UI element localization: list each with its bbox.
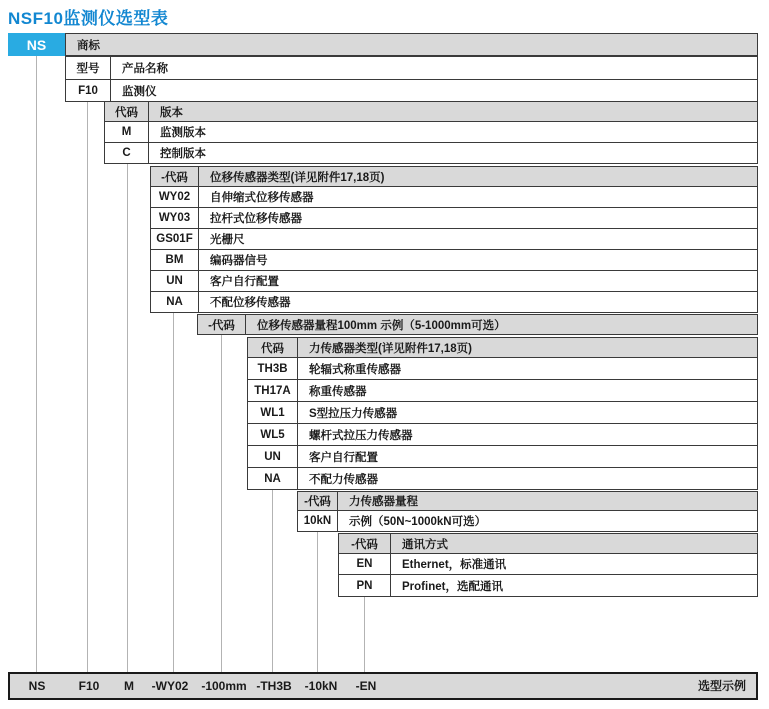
code-cell: EN <box>339 554 391 574</box>
table-row <box>248 467 757 489</box>
desc-cell: 产品名称 <box>111 57 757 79</box>
desc-cell: 不配位移传感器 <box>199 292 757 312</box>
example-code: -TH3B <box>256 679 292 693</box>
desc-cell: 客户自行配置 <box>298 446 757 467</box>
example-code: -10kN <box>304 679 338 693</box>
connector-line <box>272 488 273 672</box>
table-row <box>298 510 757 531</box>
table-header-row <box>298 492 757 510</box>
desc-cell: 称重传感器 <box>298 380 757 401</box>
example-code: F10 <box>78 679 100 693</box>
code-cell: PN <box>339 575 391 596</box>
desc-cell: 力传感器量程 <box>338 492 757 510</box>
code-cell: -代码 <box>198 315 246 334</box>
desc-cell: 位移传感器类型(详见附件17,18页) <box>199 167 757 186</box>
section-force-sensor-type <box>247 337 758 490</box>
code-cell: UN <box>151 271 199 291</box>
desc-cell: 通讯方式 <box>391 534 757 553</box>
desc-cell: 位移传感器量程100mm 示例（5-1000mm可选） <box>246 315 757 334</box>
section-communication <box>338 533 758 597</box>
table-row <box>248 401 757 423</box>
desc-cell: 拉杆式位移传感器 <box>199 208 757 228</box>
table-row <box>66 79 757 101</box>
table-row <box>151 207 757 228</box>
brand-desc-cell: 商标 <box>65 33 758 56</box>
desc-cell: 力传感器类型(详见附件17,18页) <box>298 338 757 357</box>
desc-cell: 轮辐式称重传感器 <box>298 358 757 379</box>
section-version <box>104 101 758 164</box>
code-cell: WY03 <box>151 208 199 228</box>
table-row <box>151 270 757 291</box>
table-row <box>66 57 757 79</box>
table-header-row <box>339 534 757 553</box>
example-code: NS <box>28 679 46 693</box>
code-cell: WL1 <box>248 402 298 423</box>
code-cell: F10 <box>66 80 111 101</box>
section-force-sensor-range <box>297 491 758 532</box>
table-row <box>105 121 757 142</box>
desc-cell: 客户自行配置 <box>199 271 757 291</box>
desc-cell: 螺杆式拉压力传感器 <box>298 424 757 445</box>
code-cell: TH3B <box>248 358 298 379</box>
connector-line <box>173 311 174 672</box>
code-cell: WL5 <box>248 424 298 445</box>
table-row <box>151 228 757 249</box>
desc-cell: 版本 <box>149 102 757 121</box>
desc-cell: 光栅尺 <box>199 229 757 249</box>
connector-line <box>221 333 222 672</box>
example-bar <box>8 672 758 700</box>
code-cell: WY02 <box>151 187 199 207</box>
code-cell: TH17A <box>248 380 298 401</box>
desc-cell: 监测版本 <box>149 122 757 142</box>
table-header-row <box>105 102 757 121</box>
desc-cell: 不配力传感器 <box>298 468 757 489</box>
connector-line <box>87 100 88 672</box>
page-title: NSF10监测仪选型表 <box>8 9 169 28</box>
desc-cell: Ethernet，标准通讯 <box>391 554 757 574</box>
section-model <box>65 56 758 102</box>
desc-cell: 编码器信号 <box>199 250 757 270</box>
section-displacement-sensor-range <box>197 314 758 335</box>
code-cell: UN <box>248 446 298 467</box>
example-code: -100mm <box>201 679 247 693</box>
table-row <box>151 249 757 270</box>
table-row <box>248 423 757 445</box>
code-cell: -代码 <box>298 492 338 510</box>
table-row <box>339 574 757 596</box>
code-cell: 型号 <box>66 57 111 79</box>
example-code: -EN <box>355 679 377 693</box>
table-row <box>339 553 757 574</box>
example-label: 选型示例 <box>697 679 746 693</box>
code-cell: 代码 <box>105 102 149 121</box>
example-code: M <box>124 679 134 693</box>
code-cell: BM <box>151 250 199 270</box>
code-cell: -代码 <box>339 534 391 553</box>
desc-cell: S型拉压力传感器 <box>298 402 757 423</box>
desc-cell: 自伸缩式位移传感器 <box>199 187 757 207</box>
desc-cell: 监测仪 <box>111 80 757 101</box>
table-row <box>151 186 757 207</box>
table-row <box>248 357 757 379</box>
code-cell: NA <box>151 292 199 312</box>
desc-cell: Profinet，选配通讯 <box>391 575 757 596</box>
table-row <box>105 142 757 163</box>
table-header-row <box>248 338 757 357</box>
table-row <box>248 445 757 467</box>
table-header-row <box>151 167 757 186</box>
connector-line <box>36 56 37 672</box>
code-cell: -代码 <box>151 167 199 186</box>
example-code: -WY02 <box>151 679 189 693</box>
code-cell: GS01F <box>151 229 199 249</box>
code-cell: 10kN <box>298 511 338 531</box>
brand-code-cell: NS <box>8 33 65 56</box>
connector-line <box>127 162 128 672</box>
code-cell: 代码 <box>248 338 298 357</box>
connector-line <box>317 530 318 672</box>
desc-cell: 控制版本 <box>149 143 757 163</box>
section-displacement-sensor-type <box>150 166 758 313</box>
desc-cell: 示例（50N~1000kN可选） <box>338 511 757 531</box>
code-cell: NA <box>248 468 298 489</box>
table-row <box>248 379 757 401</box>
table-row <box>151 291 757 312</box>
code-cell: C <box>105 143 149 163</box>
connector-line <box>364 595 365 672</box>
table-header-row <box>198 315 757 334</box>
code-cell: M <box>105 122 149 142</box>
